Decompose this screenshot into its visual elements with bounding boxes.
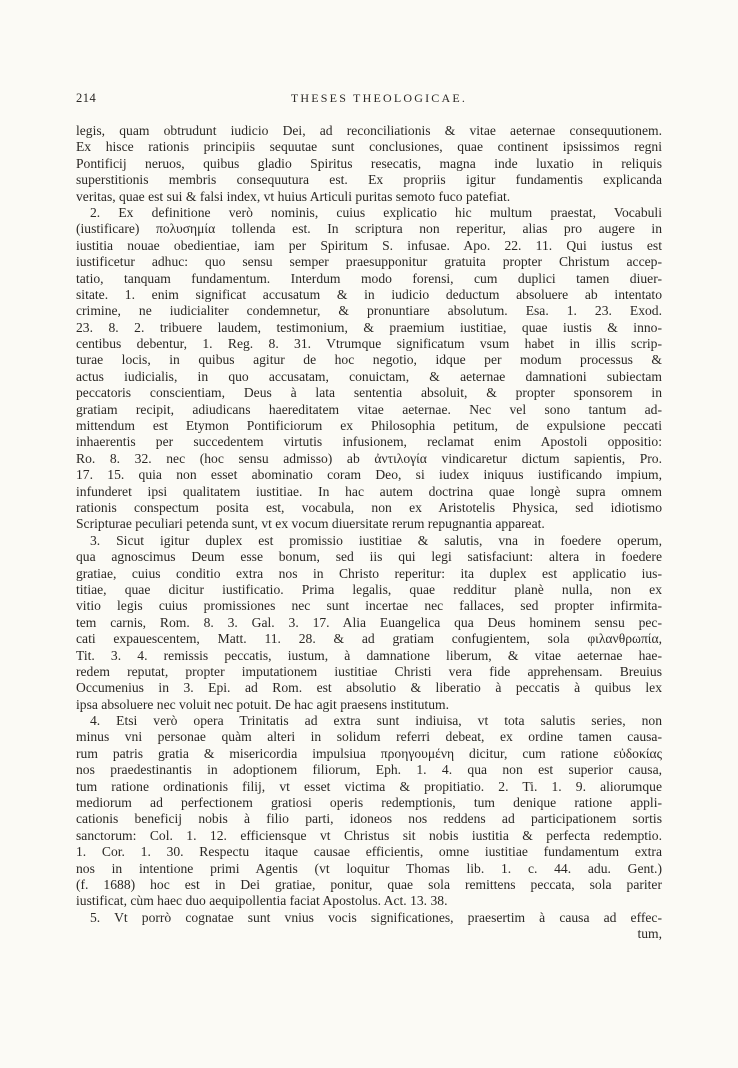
text-line: tum,: [637, 926, 662, 942]
text-line: ipsa absoluere nec voluit nec potuit. De hac agit praesens institutum.: [76, 696, 449, 712]
text-line: centibus debentur, 1. Reg. 8. 31. Vtrumque significatum vsum habet in illis scrip-: [76, 336, 662, 352]
text-line: Pontificij neruos, quibus gladio Spiritus resecatis, magna inde luxatio in reliquis: [76, 155, 662, 171]
text-line: infunderet ipsi qualitatem iustitiae. In hac autem doctrina quae longè supra omnem: [76, 483, 662, 499]
text-line: rum patris gratia & misericordia impulsiua προηγουμένη dicitur, cum ratione εὐδοκίας: [76, 745, 662, 761]
text-line: actus iudicialis, in quo accusatam, conuictam, & aeternae damnationi subiectam: [76, 368, 662, 384]
text-line: rationis conspectum posita est, vocabula, non ex Aristotelis Physica, sed idiotismo: [76, 499, 662, 515]
text-line: gratiae, cuius conditio extra nos in Christo reperitur: ita duplex est applicatio ius-: [76, 565, 662, 581]
text-line: cationis beneficij nobis à filio parti, idoneos nos reddens ad participationem sortis: [76, 811, 662, 827]
text-line: minus vni personae quàm alteri in solidum referri debeat, ex ordine tamen causa-: [76, 729, 662, 745]
text-line: 4. Etsi verò opera Trinitatis ad extra sunt indiuisa, vt tota salutis series, non: [90, 713, 662, 729]
text-line: Ex hisce rationis principiis sequutae sunt conclusiones, quae continent ipsissimos regni: [76, 139, 662, 155]
text-line: Tit. 3. 4. remissis peccatis, iustum, à damnatione liberum, & vitae aeternae hae-: [76, 647, 662, 663]
text-line: crimine, ne iudicialiter condemnetur, & pronuntiare absolutum. Esa. 1. 23. Exod.: [76, 303, 662, 319]
text-line: mediorum ad perfectionem gratiosi operis redemptionis, tum denique ratione appli-: [76, 795, 662, 811]
text-line: sitate. 1. enim significat accusatum & in iudicio deductum absoluere ab intentato: [76, 286, 662, 302]
text-line: tum ratione ordinationis filij, vt esset victima & propitiatio. 2. Ti. 1. 9. aliorumque: [76, 778, 662, 794]
text-line: qua agnoscimus Deum esse bonum, sed iis qui legi satisfaciunt: altera in foedere: [76, 549, 662, 565]
text-line: tatio, tanquam fundamentum. Interdum modo forensi, cum duplici tamen diuer-: [76, 270, 662, 286]
text-line: 1. Cor. 1. 30. Respectu itaque causae efficientis, omne iustitiae fundamentum extra: [76, 844, 662, 860]
text-line: Scripturae peculiari petenda sunt, vt ex vocum diuersitate rerum repugnantia appareat.: [76, 516, 545, 532]
text-line: nos in intentione primi Agentis (vt loquitur Thomas lib. 1. c. 44. adu. Gent.): [76, 860, 662, 876]
text-line: mittendum est Etymon Pontificiorum ex Philosophia petitum, de expulsione peccati: [76, 418, 662, 434]
text-line: 17. 15. quia non esset abominatio coram Deo, si iudex iniquus iustificando impium,: [76, 467, 662, 483]
text-line: legis, quam obtrudunt iudicio Dei, ad reconciliationis & vitae aeternae consequutionem.: [76, 123, 662, 138]
page-number: 214: [76, 91, 97, 105]
text-line: iustificetur adhuc: quo sensu semper praesupponitur gratuita propter Christum accep-: [76, 254, 662, 270]
text-line: tem carnis, Rom. 8. 3. Gal. 3. 17. Alia Euangelica qua Deus hominem sensu pec-: [76, 614, 662, 630]
text-line: Occumenius in 3. Epi. ad Rom. est absolutio & liberatio à peccatis à quibus lex: [76, 680, 662, 696]
text-line: 3. Sicut igitur duplex est promissio iustitiae & salutis, vna in foedere operum,: [90, 532, 662, 548]
page-header: [76, 91, 662, 109]
text-line: veritas, quae est sui & falsi index, vt huius Articuli puritas semoto fuco patefiat.: [76, 188, 511, 204]
text-line: redem reputat, propter imputationem iustitiae Christi vera fide apprehensam. Breuius: [76, 663, 662, 679]
text-line: nos praedestinantis in adoptionem filiorum, Eph. 1. 4. qua non est superior causa,: [76, 762, 662, 778]
text-line: peccatoris conscientiam, Deus à lata sententia absoluit, & propter sponsorem in: [76, 385, 662, 401]
text-line: inhaerentis per succedentem virtutis infusionem, reclamat enim Apostoli oppositio:: [76, 434, 662, 450]
text-line: iustitia nouae obedientiae, iam per Spiritum S. infusae. Apo. 22. 11. Qui iustus est: [76, 237, 662, 253]
text-line: 2. Ex definitione verò nominis, cuius explicatio hic multum praestat, Vocabuli: [90, 204, 662, 220]
text-line: (iustificare) πολυσημία tollenda est. In scriptura non reperitur, alias pro augere in: [76, 221, 662, 237]
text-line: (f. 1688) hoc est in Dei gratiae, ponitur, quae sola remittens peccata, sola pariter: [76, 876, 662, 892]
text-line: titiae, quae dicitur iustificatio. Prima legalis, quae redditur planè nulla, non ex: [76, 581, 662, 597]
text-line: 5. Vt porrò cognatae sunt vnius vocis significationes, praesertim à causa ad effec-: [90, 909, 662, 925]
text-line: vitio legis cuius promissiones nec sunt incertae nec fallaces, sed propter infirmita-: [76, 598, 662, 614]
text-line: superstitionis membris consequutura est. Ex propriis igitur fundamentis explicanda: [76, 172, 662, 188]
text-line: gratiam recipit, adiudicans haereditatem vitae aeternae. Nec vel sono tantum ad-: [76, 401, 662, 417]
running-title: THESES THEOLOGICAE.: [290, 91, 468, 105]
text-line: 23. 8. 2. tribuere laudem, testimonium, & praemium iustitiae, quae iustis & inno-: [76, 319, 662, 335]
page-body-text: [76, 123, 662, 943]
text-line: Ro. 8. 32. nec (hoc sensu admisso) ab ἀντιλογία vindicaretur dictum sapientis, Pro.: [76, 450, 662, 466]
text-line: turae locis, in quibus agitur de hoc negotio, idque per modum processus &: [76, 352, 662, 368]
text-line: cati expauescentem, Matt. 11. 28. & ad gratiam confugientem, sola φιλανθρωπία,: [76, 631, 662, 647]
text-line: iustificat, cùm haec duo aequipollentia faciat Apostolus. Act. 13. 38.: [76, 893, 448, 909]
text-line: sanctorum: Col. 1. 12. efficiensque vt Christus sit nobis iustitia & perfecta redemptio.: [76, 827, 662, 843]
